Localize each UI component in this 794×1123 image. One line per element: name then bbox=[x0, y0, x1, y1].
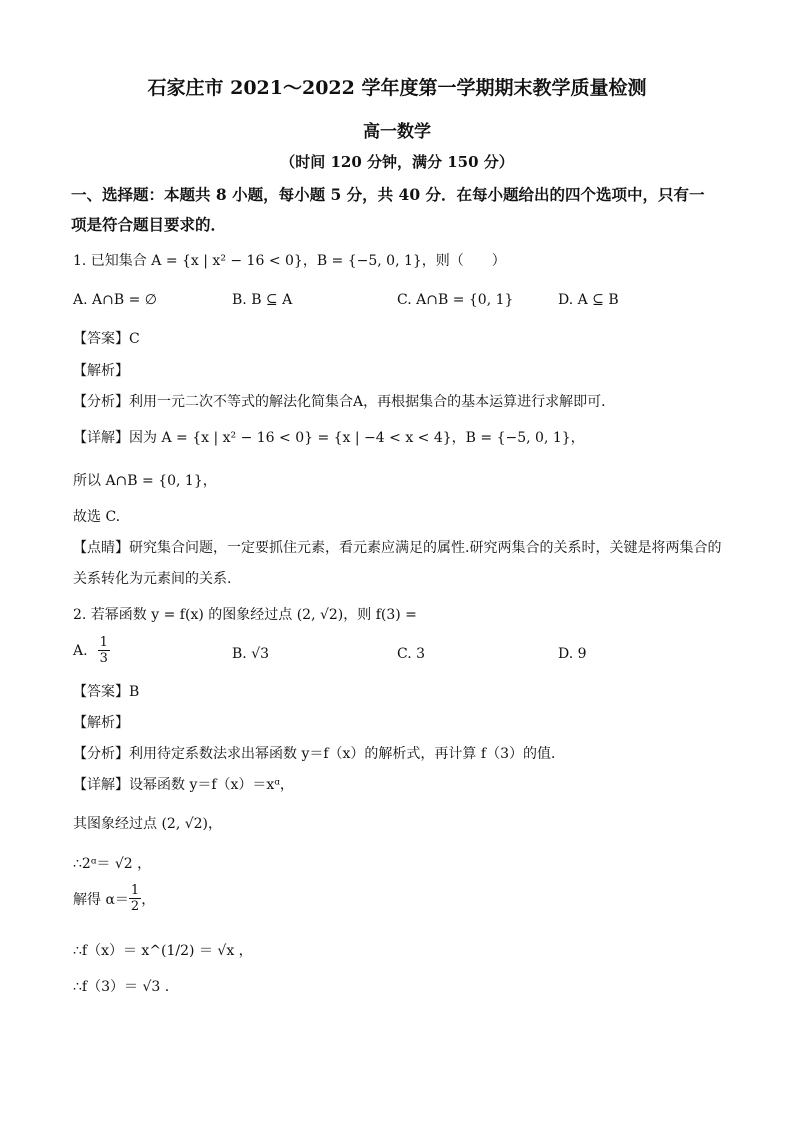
time-note: （时间 120 分钟，满分 150 分） bbox=[280, 153, 514, 171]
q1-detail: 【详解】因为 A = {x | x² − 16 < 0} = {x | −4 < x < 4}，B = {−5, 0, 1}， bbox=[73, 430, 585, 446]
q2-step2-prefix: 解得 α＝ bbox=[73, 891, 129, 908]
page-title: 石家庄市 2021～2022 学年度第一学期期末教学质量检测 bbox=[147, 77, 647, 99]
q1-option-c: C. A∩B = {0, 1} bbox=[397, 292, 514, 308]
q2-option-a bbox=[73, 635, 110, 666]
section-heading-line1: 一、选择题：本题共 8 小题，每小题 5 分，共 40 分．在每小题给出的四个选项中，只有一 bbox=[71, 185, 705, 204]
page-subtitle: 高一数学 bbox=[363, 122, 431, 142]
q1-so: 所以 A∩B = {0, 1}， bbox=[73, 473, 217, 489]
q1-option-d: D. A ⊆ B bbox=[558, 292, 619, 308]
q1-option-b: B. B ⊆ A bbox=[232, 292, 293, 308]
q1-fenxi: 【分析】利用一元二次不等式的解法化简集合A，再根据集合的基本运算进行求解即可． bbox=[73, 394, 616, 410]
q1-jiexi: 【解析】 bbox=[73, 363, 129, 379]
q2-option-b: B. √3 bbox=[232, 646, 270, 662]
fraction-numerator: 1 bbox=[99, 635, 108, 650]
q2-step4: ∴f（3）＝ √3 . bbox=[73, 979, 170, 995]
q2-step3: ∴f（x）＝ x^(1/2) ＝ √x ， bbox=[73, 943, 253, 959]
q2-stem: 2. 若幂函数 y = f(x) 的图象经过点 (2, √2)，则 f(3) = bbox=[73, 607, 417, 623]
q2-option-a-label: A. bbox=[73, 642, 88, 659]
fraction-denominator: 3 bbox=[99, 651, 108, 666]
q1-answer: 【答案】C bbox=[73, 331, 140, 347]
q2-option-c: C. 3 bbox=[397, 646, 426, 662]
q2-option-d: D. 9 bbox=[558, 646, 587, 662]
q1-option-a: A. A∩B = ∅ bbox=[73, 292, 157, 308]
fraction-numerator: 1 bbox=[130, 883, 140, 898]
q2-step1: ∴2ᵅ＝ √2 ， bbox=[73, 856, 152, 872]
q1-choose: 故选 C. bbox=[73, 509, 121, 525]
q1-dianjing-line2: 关系转化为元素间的关系. bbox=[73, 571, 232, 587]
fraction-denominator: 2 bbox=[130, 899, 140, 914]
q2-step2 bbox=[73, 883, 155, 914]
q2-fenxi: 【分析】利用待定系数法求出幂函数 y＝f（x）的解析式，再计算 f（3）的值． bbox=[73, 746, 565, 762]
q2-answer: 【答案】B bbox=[73, 684, 140, 700]
q1-dianjing-line1: 【点睛】研究集合问题，一定要抓住元素，看元素应满足的属性.研究两集合的关系时，关键是将两集合的 bbox=[73, 540, 722, 556]
section-heading-line2: 项是符合题目要求的． bbox=[71, 215, 227, 234]
q2-step2-fraction bbox=[129, 883, 141, 914]
q2-point: 其图象经过点 (2, √2)， bbox=[73, 816, 223, 832]
q2-jiexi: 【解析】 bbox=[73, 715, 129, 731]
q2-detail: 【详解】设幂函数 y＝f（x）＝xᵅ， bbox=[73, 777, 294, 793]
q1-stem: 1. 已知集合 A = {x | x² − 16 < 0}，B = {−5, 0, 1}，则（ ） bbox=[73, 253, 506, 269]
q2-option-a-fraction bbox=[98, 635, 110, 666]
q2-step2-suffix: ， bbox=[141, 891, 156, 908]
